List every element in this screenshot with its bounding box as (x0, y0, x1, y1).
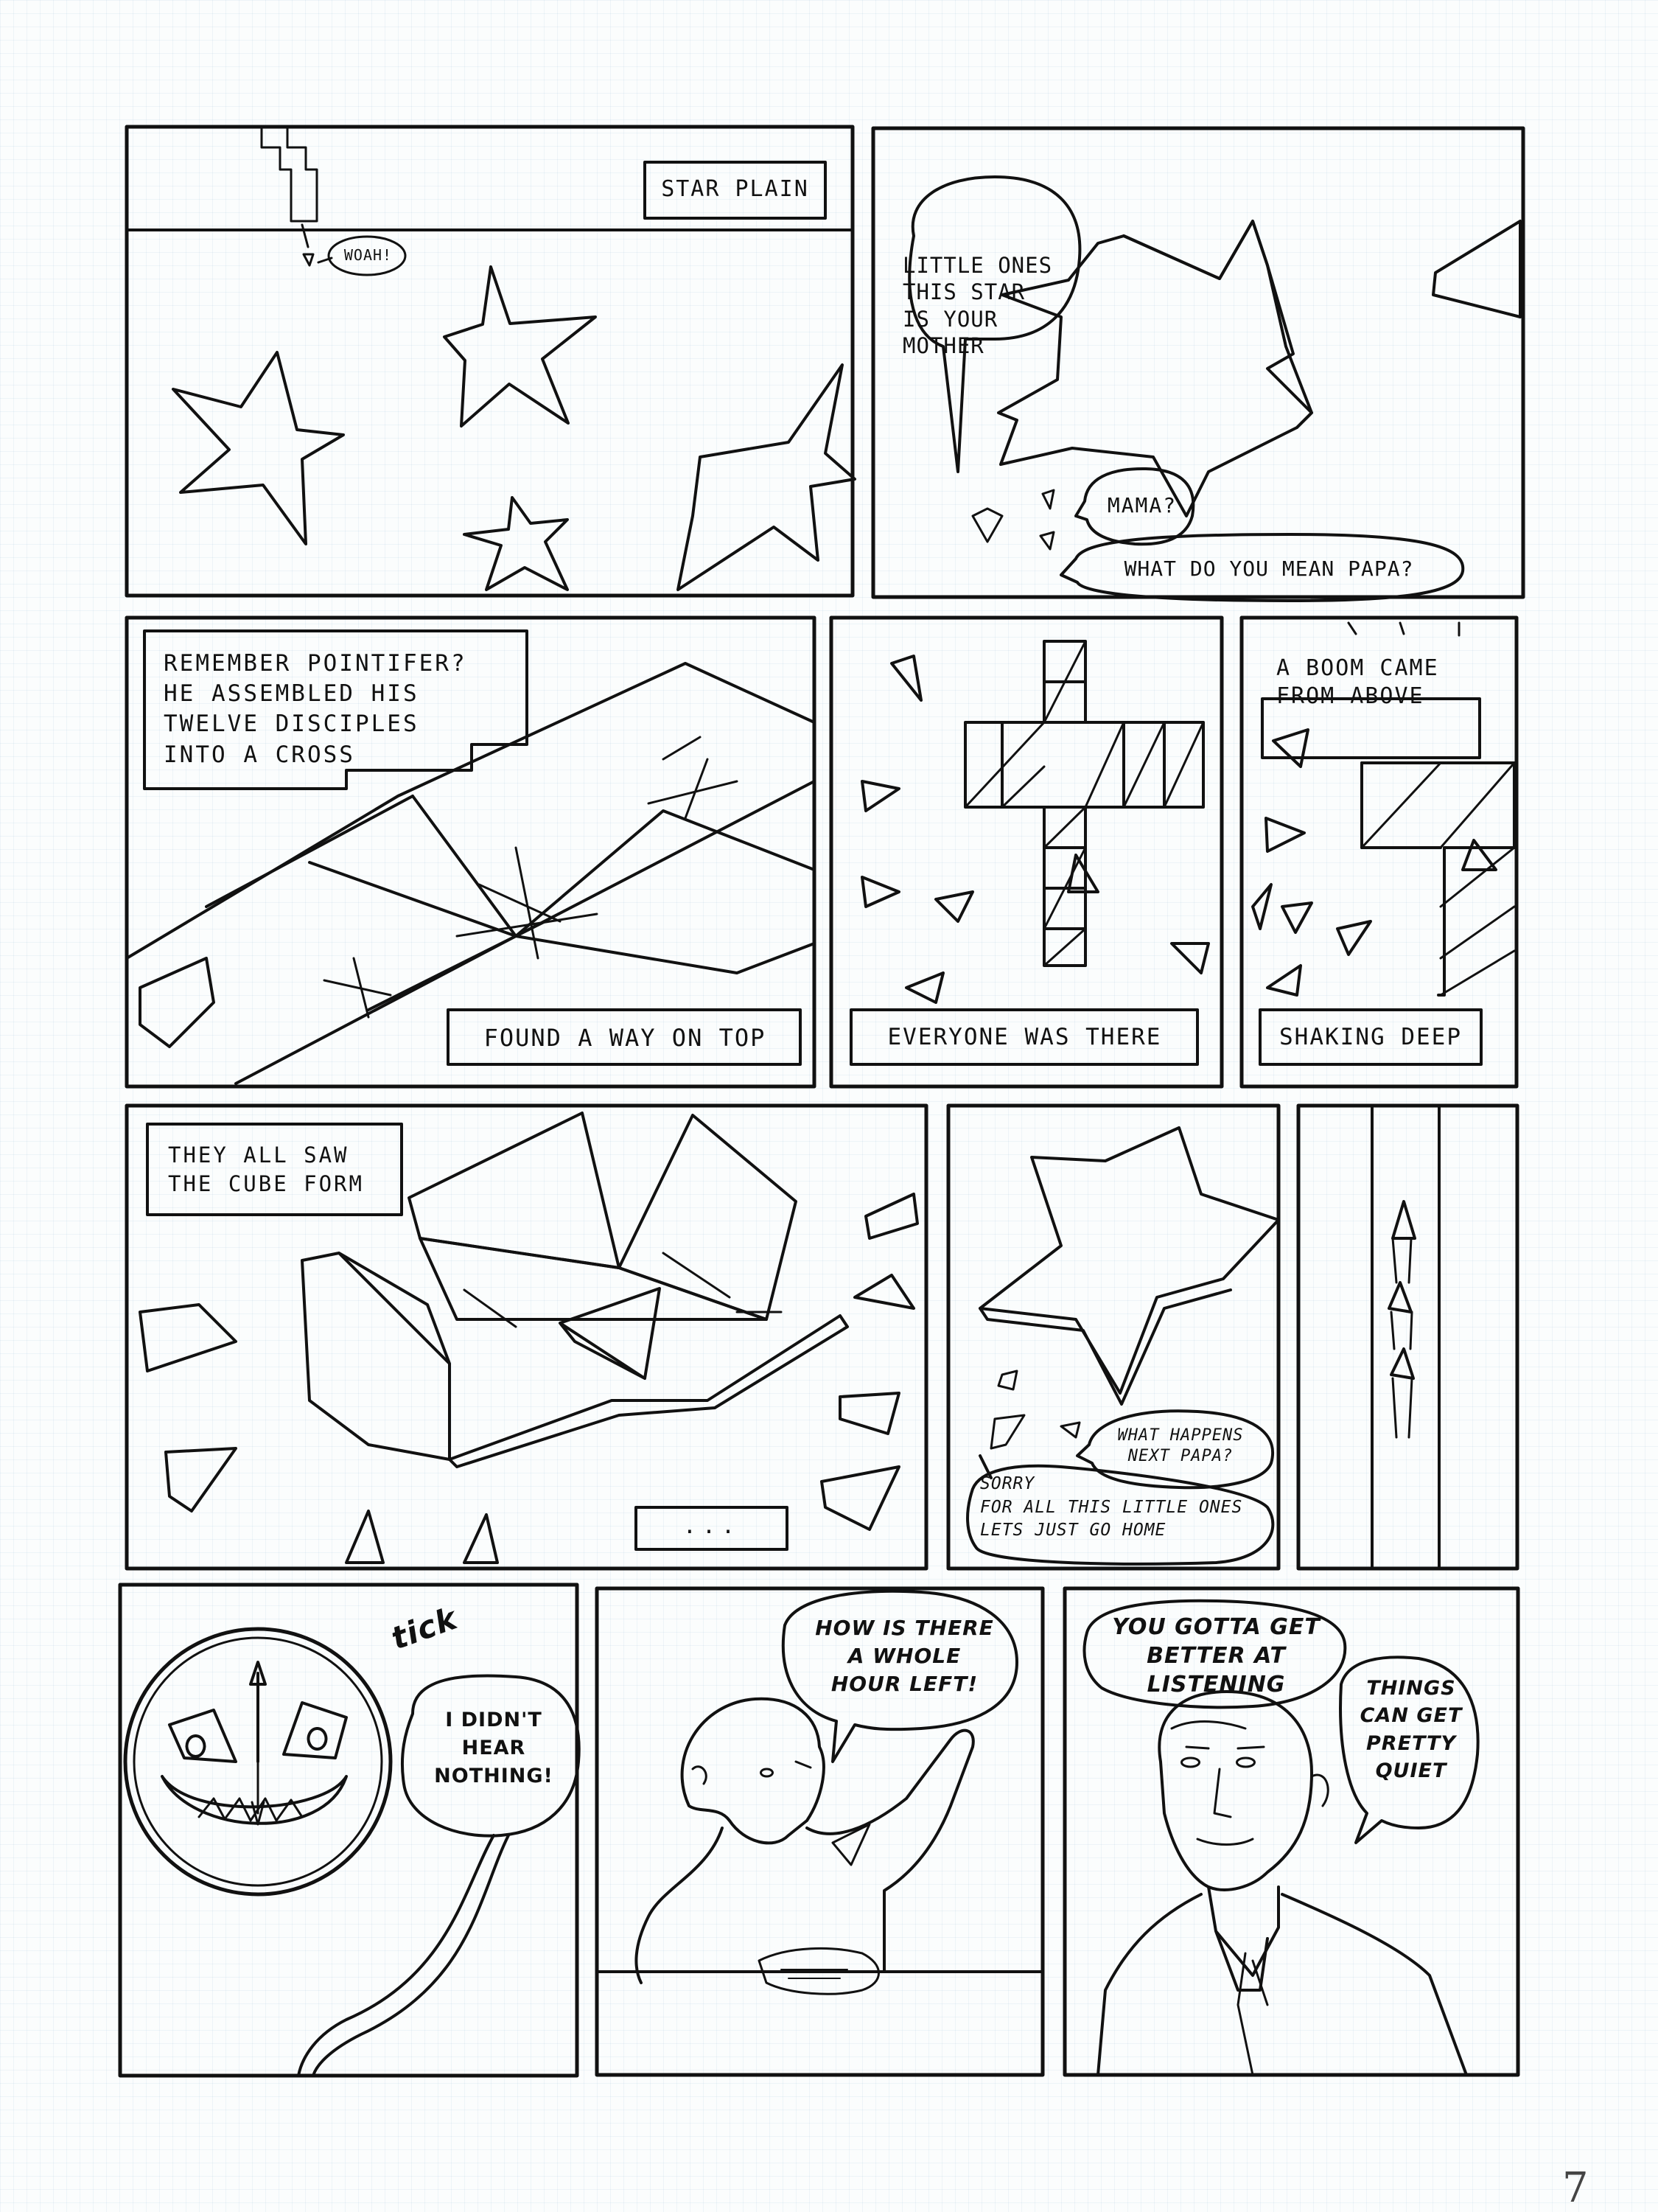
panel-vertical-shaft (1298, 1106, 1517, 1569)
caption-shaking-deep: SHAKING DEEP (1279, 1024, 1462, 1050)
caption-found-a-way-on-top: FOUND A WAY ON TOP (483, 1024, 766, 1052)
star-shape (173, 352, 343, 544)
bubble-what-do-you-mean-papa: WHAT DO YOU MEAN PAPA? (1124, 557, 1414, 581)
panel-star-mother (873, 128, 1523, 601)
star-shape (678, 365, 855, 590)
sfx-woah: WOAH! (343, 246, 393, 264)
bubble-things-can-get-quiet: THINGS CAN GET PRETTY QUIET (1360, 1677, 1463, 1782)
bubble-mama: MAMA? (1107, 493, 1178, 517)
bubble-little-ones: LITTLE ONES THIS STAR IS YOUR MOTHER (903, 253, 1053, 358)
bubble-i-didnt-hear-nothing: I DIDN'T HEAR NOTHING! (434, 1709, 553, 1787)
caption-a-boom-came: A BOOM CAME FROM ABOVE (1276, 655, 1439, 709)
star-shape (464, 498, 567, 590)
panel-cross-of-cubes (831, 618, 1222, 1086)
bubble-what-happens-next: WHAT HAPPENS NEXT PAPA? (1117, 1426, 1244, 1465)
caption-remember-pointifer: REMEMBER POINTIFER? HE ASSEMBLED HIS TWELVE DISCIPLES INTO A CROSS (164, 650, 467, 768)
bubble-you-gotta-get-better: YOU GOTTA GET BETTER AT LISTENING (1112, 1614, 1321, 1698)
caption-ellipsis: ... (682, 1513, 741, 1539)
sfx-tick: tick (386, 1599, 462, 1657)
caption-everyone-was-there: EVERYONE WAS THERE (887, 1024, 1162, 1050)
star-shape (444, 267, 595, 426)
page-number: 7 (1562, 2164, 1589, 2212)
bubble-how-is-there: HOW IS THERE A WHOLE HOUR LEFT! (815, 1616, 994, 1696)
caption-star-plain: STAR PLAIN (661, 176, 809, 202)
big-star-3d (980, 1128, 1279, 1393)
bubble-sorry: SORRY FOR ALL THIS LITTLE ONES LETS JUST GO HOME (980, 1474, 1243, 1541)
caption-they-all-saw: THEY ALL SAW THE CUBE FORM (168, 1142, 364, 1197)
panel-clock (120, 1585, 579, 2076)
